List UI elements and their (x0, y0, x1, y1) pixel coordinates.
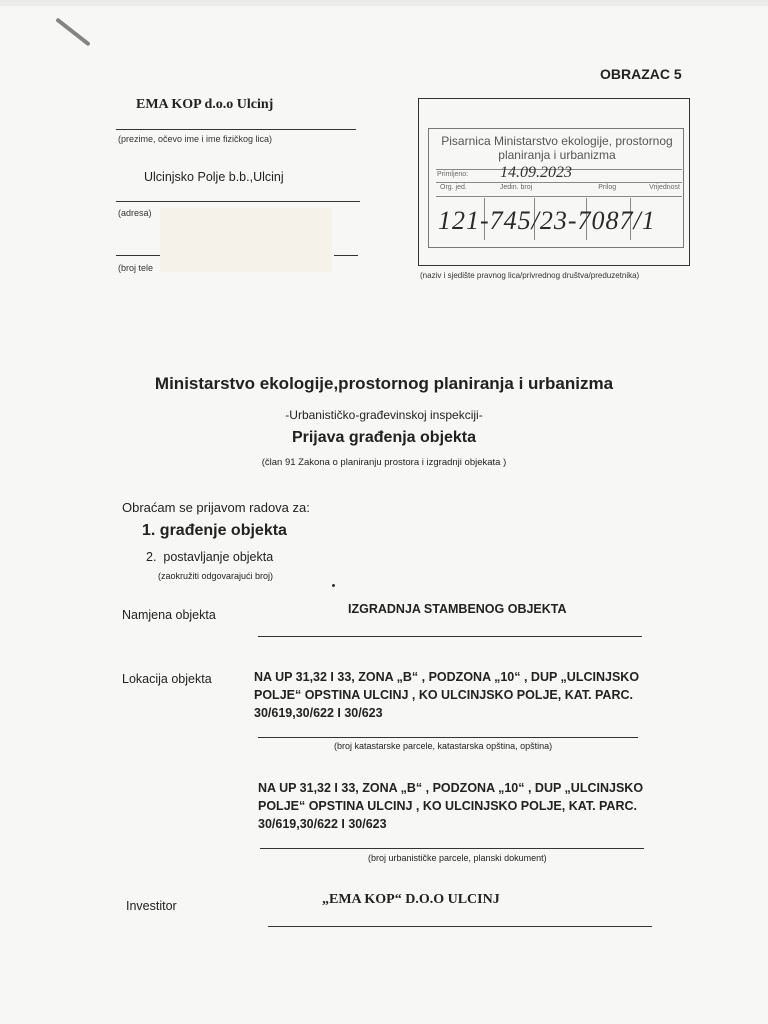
stamp-col-header: Jedin. broj (499, 184, 533, 191)
sender-phone-caption: (broj tele (118, 263, 154, 273)
option-label: građenje objekta (159, 522, 287, 539)
pen-mark (55, 17, 91, 46)
location-line-cadastral (258, 737, 638, 738)
option-number: 2. (146, 550, 157, 564)
sender-name-caption: (prezime, očevo ime i ime fizičkog lica) (118, 134, 273, 144)
stamp-received-date: 14.09.2023 (500, 164, 572, 181)
redacted-area (160, 208, 332, 272)
option-1 (142, 522, 287, 540)
intro-text: Obraćam se prijavom radova za: (122, 500, 310, 515)
purpose-value: IZGRADNJA STAMBENOG OBJEKTA (348, 602, 567, 616)
sender-address-caption: (adresa) (118, 208, 152, 218)
investor-value: „EMA KOP“ D.O.O ULCINJ (322, 892, 500, 907)
ink-dot (332, 584, 335, 587)
purpose-label: Namjena objekta (122, 608, 216, 622)
stamp-col-headers (440, 184, 680, 191)
sender-address-line (116, 201, 360, 202)
location-caption-urban: (broj urbanističke parcele, planski dokument) (368, 853, 547, 863)
sender-name-line (116, 129, 356, 130)
location-value-urban: NA UP 31,32 I 33, ZONA „B“ , PODZONA „10“ , DUP „ULCINJSKO POLJE“ OPSTINA ULCINJ , KO ULCINJSKO POLJE, KAT. PARC. 30/619,30/622 I 30/623 (258, 781, 644, 831)
location-label: Lokacija objekta (122, 672, 212, 686)
form-code: OBRAZAC 5 (600, 66, 682, 82)
sender-name: EMA KOP d.o.o Ulcinj (136, 97, 274, 112)
stamp-caption: (naziv i sjedište pravnog lica/privrednog društva/preduzetnika) (420, 271, 640, 280)
sender-phone-line-right (334, 255, 358, 256)
location-caption-cadastral: (broj katastarske parcele, katastarska opština, opština) (334, 741, 553, 751)
stamp-col-header: Org. jed. (440, 184, 467, 191)
options-caption: (zaokružiti odgovarajući broj) (158, 571, 274, 581)
scan-top-band (0, 0, 768, 6)
option-2 (146, 550, 273, 564)
stamp-row-line-3 (436, 196, 682, 197)
law-reference: (član 91 Zakona o planiranju prostora i izgradnji objekata ) (261, 457, 507, 468)
option-number: 1. (142, 522, 156, 539)
investor-label: Investitor (126, 899, 177, 913)
inspection-heading: -Urbanističko-građevinskoj inspekciji- (285, 408, 483, 422)
form-title: Prijava građenja objekta (291, 429, 477, 446)
location-value-cadastral: NA UP 31,32 I 33, ZONA „B“ , PODZONA „10“ , DUP „ULCINJSKO POLJE“ OPSTINA ULCINJ , KO ULCINJSKO POLJE, KAT. PARC. 30/619,30/622 I 30/623 (254, 670, 640, 720)
stamp-title: Pisarnica Ministarstvo ekologije, prostornog planiranja i urbanizma (441, 134, 673, 162)
sender-phone-line-left (116, 255, 160, 256)
stamp-col-header: Prilog (598, 184, 617, 191)
investor-line (268, 926, 652, 927)
stamp-document-number: 121-745/23-7087/1 (438, 206, 656, 235)
stamp-col-header: Vrijednost (649, 184, 680, 191)
purpose-line (258, 636, 642, 637)
stamp-received-label: Primljeno: (437, 171, 469, 178)
ministry-heading: Ministarstvo ekologije,prostornog planiranja i urbanizma (154, 374, 614, 393)
option-label: postavljanje objekta (163, 550, 274, 564)
location-line-urban (260, 848, 644, 849)
sender-address: Ulcinjsko Polje b.b.,Ulcinj (144, 170, 284, 184)
stamp-row-line-2 (436, 182, 682, 183)
